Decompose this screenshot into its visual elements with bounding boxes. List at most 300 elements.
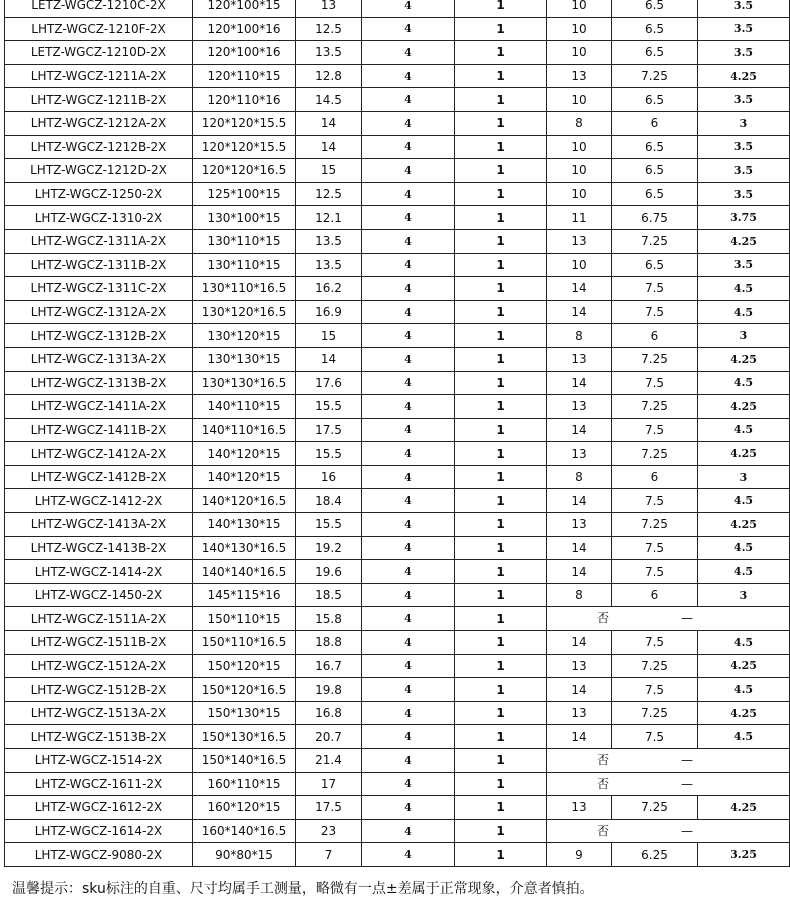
value-b-cell: 6.25 (612, 843, 698, 867)
value-c-cell: 3.25 (698, 843, 790, 867)
sku-cell: LHTZ-WGCZ-1513A-2X (5, 701, 193, 725)
weight-cell: 23 (296, 819, 362, 843)
size-cell: 140*110*15 (193, 395, 296, 419)
value-a-cell: 9 (547, 843, 612, 867)
pieces-cell: 1 (455, 819, 547, 843)
value-b-cell: 6.5 (612, 159, 698, 183)
sku-cell: LHTZ-WGCZ-1311A-2X (5, 229, 193, 253)
weight-cell: 15 (296, 324, 362, 348)
table-row (5, 159, 790, 183)
value-a-cell: 8 (547, 465, 612, 489)
unavailable-cell (547, 749, 790, 773)
value-c-cell: 4.5 (698, 725, 790, 749)
size-cell: 130*100*15 (193, 206, 296, 230)
sku-cell: LHTZ-WGCZ-1312B-2X (5, 324, 193, 348)
size-cell: 130*110*15 (193, 229, 296, 253)
sku-cell: LHTZ-WGCZ-1210F-2X (5, 17, 193, 41)
size-cell: 130*130*15 (193, 347, 296, 371)
value-a-cell: 14 (547, 678, 612, 702)
size-cell: 120*110*16 (193, 88, 296, 112)
sku-cell: LETZ-WGCZ-1210C-2X (5, 0, 193, 17)
table-row (5, 135, 790, 159)
sku-cell: LHTZ-WGCZ-1250-2X (5, 182, 193, 206)
pieces-cell: 1 (455, 749, 547, 773)
value-b-cell: 7.5 (612, 678, 698, 702)
sku-cell: LHTZ-WGCZ-1411B-2X (5, 418, 193, 442)
unavailable-cell (547, 607, 790, 631)
table-row (5, 442, 790, 466)
carton-cell: 4 (362, 489, 455, 513)
carton-cell: 4 (362, 418, 455, 442)
sku-cell: LHTZ-WGCZ-1412A-2X (5, 442, 193, 466)
size-cell: 140*120*15 (193, 442, 296, 466)
table-row (5, 701, 790, 725)
table-row (5, 465, 790, 489)
size-cell: 140*130*15 (193, 513, 296, 537)
weight-cell: 16.2 (296, 277, 362, 301)
sku-cell: LHTZ-WGCZ-1511B-2X (5, 631, 193, 655)
weight-cell: 7 (296, 843, 362, 867)
pieces-cell: 1 (455, 111, 547, 135)
pieces-cell: 1 (455, 583, 547, 607)
pieces-cell: 1 (455, 489, 547, 513)
weight-cell: 12.5 (296, 17, 362, 41)
pieces-cell: 1 (455, 678, 547, 702)
carton-cell: 4 (362, 277, 455, 301)
pieces-cell: 1 (455, 465, 547, 489)
pieces-cell: 1 (455, 277, 547, 301)
pieces-cell: 1 (455, 560, 547, 584)
value-b-cell: 6.5 (612, 41, 698, 65)
carton-cell: 4 (362, 347, 455, 371)
value-c-cell: 3.5 (698, 41, 790, 65)
pieces-cell: 1 (455, 64, 547, 88)
weight-cell: 13.5 (296, 229, 362, 253)
table-row (5, 489, 790, 513)
weight-cell: 15 (296, 159, 362, 183)
value-b-cell: 7.25 (612, 654, 698, 678)
value-b-cell: 6 (612, 583, 698, 607)
weight-cell: 17 (296, 772, 362, 796)
value-b-cell: 6 (612, 324, 698, 348)
table-body (5, 0, 790, 866)
carton-cell: 4 (362, 465, 455, 489)
sku-cell: LHTZ-WGCZ-9080-2X (5, 843, 193, 867)
value-c-cell: 3.5 (698, 135, 790, 159)
sku-cell: LHTZ-WGCZ-1512A-2X (5, 654, 193, 678)
value-c-cell: 4.5 (698, 418, 790, 442)
carton-cell: 4 (362, 513, 455, 537)
value-b-cell: 6.5 (612, 135, 698, 159)
table-row (5, 88, 790, 112)
sku-cell: LHTZ-WGCZ-1211A-2X (5, 64, 193, 88)
value-b-cell: 7.25 (612, 229, 698, 253)
dash-mark: — (681, 753, 693, 767)
value-a-cell: 13 (547, 395, 612, 419)
dash-mark: — (681, 611, 693, 626)
table-row (5, 64, 790, 88)
value-c-cell: 4.5 (698, 536, 790, 560)
pieces-cell: 1 (455, 796, 547, 820)
carton-cell: 4 (362, 300, 455, 324)
weight-cell: 17.5 (296, 796, 362, 820)
weight-cell: 18.5 (296, 583, 362, 607)
table-row (5, 583, 790, 607)
value-b-cell: 6.5 (612, 88, 698, 112)
value-a-cell: 14 (547, 277, 612, 301)
sku-cell: LHTZ-WGCZ-1511A-2X (5, 607, 193, 631)
value-a-cell: 10 (547, 253, 612, 277)
size-cell: 120*100*15 (193, 0, 296, 17)
value-a-cell: 10 (547, 159, 612, 183)
size-cell: 150*120*15 (193, 654, 296, 678)
table-row (5, 819, 790, 843)
weight-cell: 14.5 (296, 88, 362, 112)
size-cell: 125*100*15 (193, 182, 296, 206)
value-a-cell: 11 (547, 206, 612, 230)
size-cell: 150*110*16.5 (193, 631, 296, 655)
value-c-cell: 4.25 (698, 654, 790, 678)
value-b-cell: 6.5 (612, 17, 698, 41)
pieces-cell: 1 (455, 701, 547, 725)
table-row (5, 631, 790, 655)
table-row (5, 371, 790, 395)
value-a-cell: 13 (547, 442, 612, 466)
carton-cell: 4 (362, 654, 455, 678)
size-cell: 150*130*16.5 (193, 725, 296, 749)
value-a-cell: 10 (547, 17, 612, 41)
weight-cell: 16.7 (296, 654, 362, 678)
value-a-cell: 13 (547, 229, 612, 253)
pieces-cell: 1 (455, 253, 547, 277)
value-b-cell: 7.25 (612, 796, 698, 820)
value-a-cell: 10 (547, 88, 612, 112)
value-c-cell: 4.5 (698, 300, 790, 324)
carton-cell: 4 (362, 17, 455, 41)
unavailable-mark: 否 (597, 776, 610, 791)
pieces-cell: 1 (455, 418, 547, 442)
pieces-cell: 1 (455, 324, 547, 348)
carton-cell: 4 (362, 749, 455, 773)
weight-cell: 18.8 (296, 631, 362, 655)
size-cell: 120*120*15.5 (193, 135, 296, 159)
table-row (5, 41, 790, 65)
sku-cell: LHTZ-WGCZ-1413A-2X (5, 513, 193, 537)
size-cell: 150*140*16.5 (193, 749, 296, 773)
size-cell: 150*120*16.5 (193, 678, 296, 702)
weight-cell: 19.6 (296, 560, 362, 584)
value-a-cell: 13 (547, 654, 612, 678)
value-c-cell: 4.25 (698, 442, 790, 466)
value-b-cell: 7.25 (612, 395, 698, 419)
value-c-cell: 4.5 (698, 277, 790, 301)
carton-cell: 4 (362, 135, 455, 159)
sku-cell: LHTZ-WGCZ-1311B-2X (5, 253, 193, 277)
size-cell: 120*100*16 (193, 41, 296, 65)
pieces-cell: 1 (455, 513, 547, 537)
size-cell: 120*110*15 (193, 64, 296, 88)
value-c-cell: 3.5 (698, 159, 790, 183)
table-row (5, 17, 790, 41)
value-c-cell: 3.5 (698, 17, 790, 41)
value-a-cell: 14 (547, 560, 612, 584)
pieces-cell: 1 (455, 371, 547, 395)
carton-cell: 4 (362, 583, 455, 607)
size-cell: 120*120*16.5 (193, 159, 296, 183)
sku-cell: LHTZ-WGCZ-1312A-2X (5, 300, 193, 324)
pieces-cell: 1 (455, 347, 547, 371)
weight-cell: 18.4 (296, 489, 362, 513)
carton-cell: 4 (362, 772, 455, 796)
size-cell: 130*120*15 (193, 324, 296, 348)
size-cell: 160*110*15 (193, 772, 296, 796)
carton-cell: 4 (362, 253, 455, 277)
weight-cell: 14 (296, 135, 362, 159)
value-c-cell: 3.5 (698, 0, 790, 17)
value-a-cell: 13 (547, 64, 612, 88)
value-a-cell: 13 (547, 513, 612, 537)
pieces-cell: 1 (455, 654, 547, 678)
table-row (5, 418, 790, 442)
sku-cell: LHTZ-WGCZ-1611-2X (5, 772, 193, 796)
unavailable-mark: 否 (597, 823, 610, 838)
value-a-cell: 10 (547, 182, 612, 206)
table-row (5, 253, 790, 277)
value-a-cell: 14 (547, 300, 612, 324)
value-b-cell: 7.5 (612, 277, 698, 301)
table-row (5, 0, 790, 17)
pieces-cell: 1 (455, 159, 547, 183)
table-row (5, 111, 790, 135)
carton-cell: 4 (362, 88, 455, 112)
value-b-cell: 7.5 (612, 725, 698, 749)
unavailable-mark: 否 (597, 753, 610, 767)
size-cell: 130*130*16.5 (193, 371, 296, 395)
table-row (5, 206, 790, 230)
sku-cell: LHTZ-WGCZ-1211B-2X (5, 88, 193, 112)
pieces-cell: 1 (455, 536, 547, 560)
pieces-cell: 1 (455, 135, 547, 159)
value-b-cell: 7.5 (612, 489, 698, 513)
weight-cell: 16.8 (296, 701, 362, 725)
value-c-cell: 3 (698, 583, 790, 607)
value-b-cell: 7.5 (612, 560, 698, 584)
sku-cell: LHTZ-WGCZ-1413B-2X (5, 536, 193, 560)
carton-cell: 4 (362, 41, 455, 65)
value-c-cell: 4.25 (698, 701, 790, 725)
value-c-cell: 3.5 (698, 182, 790, 206)
table-row (5, 347, 790, 371)
size-cell: 140*110*16.5 (193, 418, 296, 442)
sku-cell: LETZ-WGCZ-1210D-2X (5, 41, 193, 65)
table-row (5, 725, 790, 749)
value-a-cell: 14 (547, 725, 612, 749)
value-b-cell: 7.5 (612, 300, 698, 324)
table-row (5, 560, 790, 584)
weight-cell: 14 (296, 111, 362, 135)
value-b-cell: 7.25 (612, 347, 698, 371)
pieces-cell: 1 (455, 607, 547, 631)
value-b-cell: 6 (612, 465, 698, 489)
value-c-cell: 4.5 (698, 678, 790, 702)
weight-cell: 12.1 (296, 206, 362, 230)
sku-cell: LHTZ-WGCZ-1614-2X (5, 819, 193, 843)
value-c-cell: 4.25 (698, 513, 790, 537)
carton-cell: 4 (362, 819, 455, 843)
carton-cell: 4 (362, 229, 455, 253)
value-a-cell: 13 (547, 347, 612, 371)
value-a-cell: 14 (547, 631, 612, 655)
value-b-cell: 7.5 (612, 631, 698, 655)
carton-cell: 4 (362, 0, 455, 17)
weight-cell: 13.5 (296, 41, 362, 65)
value-c-cell: 4.25 (698, 395, 790, 419)
value-c-cell: 3.5 (698, 253, 790, 277)
pieces-cell: 1 (455, 300, 547, 324)
value-c-cell: 3 (698, 111, 790, 135)
weight-cell: 16.9 (296, 300, 362, 324)
table-row (5, 277, 790, 301)
value-a-cell: 10 (547, 135, 612, 159)
weight-cell: 19.8 (296, 678, 362, 702)
pieces-cell: 1 (455, 395, 547, 419)
value-a-cell: 8 (547, 324, 612, 348)
carton-cell: 4 (362, 560, 455, 584)
spec-table (4, 0, 790, 867)
carton-cell: 4 (362, 631, 455, 655)
value-a-cell: 8 (547, 111, 612, 135)
value-c-cell: 3 (698, 324, 790, 348)
sku-cell: LHTZ-WGCZ-1310-2X (5, 206, 193, 230)
carton-cell: 4 (362, 159, 455, 183)
value-a-cell: 8 (547, 583, 612, 607)
sku-cell: LHTZ-WGCZ-1414-2X (5, 560, 193, 584)
value-b-cell: 7.5 (612, 371, 698, 395)
value-c-cell: 3.75 (698, 206, 790, 230)
size-cell: 90*80*15 (193, 843, 296, 867)
value-c-cell: 4.25 (698, 347, 790, 371)
value-c-cell: 4.25 (698, 64, 790, 88)
sku-cell: LHTZ-WGCZ-1612-2X (5, 796, 193, 820)
carton-cell: 4 (362, 843, 455, 867)
carton-cell: 4 (362, 324, 455, 348)
carton-cell: 4 (362, 111, 455, 135)
value-a-cell: 13 (547, 701, 612, 725)
size-cell: 140*130*16.5 (193, 536, 296, 560)
sku-cell: LHTZ-WGCZ-1311C-2X (5, 277, 193, 301)
carton-cell: 4 (362, 607, 455, 631)
sku-cell: LHTZ-WGCZ-1212B-2X (5, 135, 193, 159)
value-a-cell: 14 (547, 489, 612, 513)
value-a-cell: 14 (547, 371, 612, 395)
sku-cell: LHTZ-WGCZ-1411A-2X (5, 395, 193, 419)
value-b-cell: 7.5 (612, 418, 698, 442)
value-a-cell: 10 (547, 0, 612, 17)
size-cell: 140*140*16.5 (193, 560, 296, 584)
pieces-cell: 1 (455, 88, 547, 112)
carton-cell: 4 (362, 395, 455, 419)
table-row (5, 749, 790, 773)
size-cell: 145*115*16 (193, 583, 296, 607)
carton-cell: 4 (362, 442, 455, 466)
value-a-cell: 14 (547, 536, 612, 560)
value-b-cell: 7.5 (612, 536, 698, 560)
weight-cell: 13 (296, 0, 362, 17)
value-b-cell: 6.5 (612, 182, 698, 206)
sku-cell: LHTZ-WGCZ-1512B-2X (5, 678, 193, 702)
size-cell: 160*140*16.5 (193, 819, 296, 843)
size-cell: 160*120*15 (193, 796, 296, 820)
value-b-cell: 7.25 (612, 701, 698, 725)
sku-cell: LHTZ-WGCZ-1514-2X (5, 749, 193, 773)
weight-cell: 15.5 (296, 395, 362, 419)
value-c-cell: 4.25 (698, 796, 790, 820)
value-c-cell: 4.5 (698, 489, 790, 513)
carton-cell: 4 (362, 64, 455, 88)
pieces-cell: 1 (455, 725, 547, 749)
weight-cell: 12.5 (296, 182, 362, 206)
value-c-cell: 3 (698, 465, 790, 489)
value-b-cell: 7.25 (612, 442, 698, 466)
table-row (5, 843, 790, 867)
size-cell: 120*100*16 (193, 17, 296, 41)
value-c-cell: 4.5 (698, 560, 790, 584)
table-row (5, 607, 790, 631)
weight-cell: 12.8 (296, 64, 362, 88)
dash-mark: — (681, 776, 693, 791)
value-c-cell: 4.5 (698, 631, 790, 655)
weight-cell: 15.5 (296, 442, 362, 466)
carton-cell: 4 (362, 182, 455, 206)
weight-cell: 15.8 (296, 607, 362, 631)
weight-cell: 20.7 (296, 725, 362, 749)
unavailable-cell (547, 819, 790, 843)
size-cell: 130*110*15 (193, 253, 296, 277)
weight-cell: 17.6 (296, 371, 362, 395)
pieces-cell: 1 (455, 843, 547, 867)
sku-cell: LHTZ-WGCZ-1412-2X (5, 489, 193, 513)
value-c-cell: 4.25 (698, 229, 790, 253)
carton-cell: 4 (362, 371, 455, 395)
table-row (5, 182, 790, 206)
carton-cell: 4 (362, 678, 455, 702)
weight-cell: 13.5 (296, 253, 362, 277)
value-a-cell: 10 (547, 41, 612, 65)
carton-cell: 4 (362, 206, 455, 230)
weight-cell: 19.2 (296, 536, 362, 560)
pieces-cell: 1 (455, 0, 547, 17)
value-c-cell: 4.5 (698, 371, 790, 395)
sku-cell: LHTZ-WGCZ-1450-2X (5, 583, 193, 607)
dash-mark: — (681, 823, 693, 838)
sku-cell: LHTZ-WGCZ-1212A-2X (5, 111, 193, 135)
table-row (5, 796, 790, 820)
sku-cell: LHTZ-WGCZ-1313A-2X (5, 347, 193, 371)
pieces-cell: 1 (455, 229, 547, 253)
value-a-cell: 13 (547, 796, 612, 820)
pieces-cell: 1 (455, 17, 547, 41)
size-cell: 130*120*16.5 (193, 300, 296, 324)
weight-cell: 16 (296, 465, 362, 489)
value-b-cell: 7.25 (612, 513, 698, 537)
weight-cell: 21.4 (296, 749, 362, 773)
pieces-cell: 1 (455, 41, 547, 65)
carton-cell: 4 (362, 725, 455, 749)
value-b-cell: 6.75 (612, 206, 698, 230)
weight-cell: 14 (296, 347, 362, 371)
value-b-cell: 6.5 (612, 253, 698, 277)
size-cell: 150*130*15 (193, 701, 296, 725)
